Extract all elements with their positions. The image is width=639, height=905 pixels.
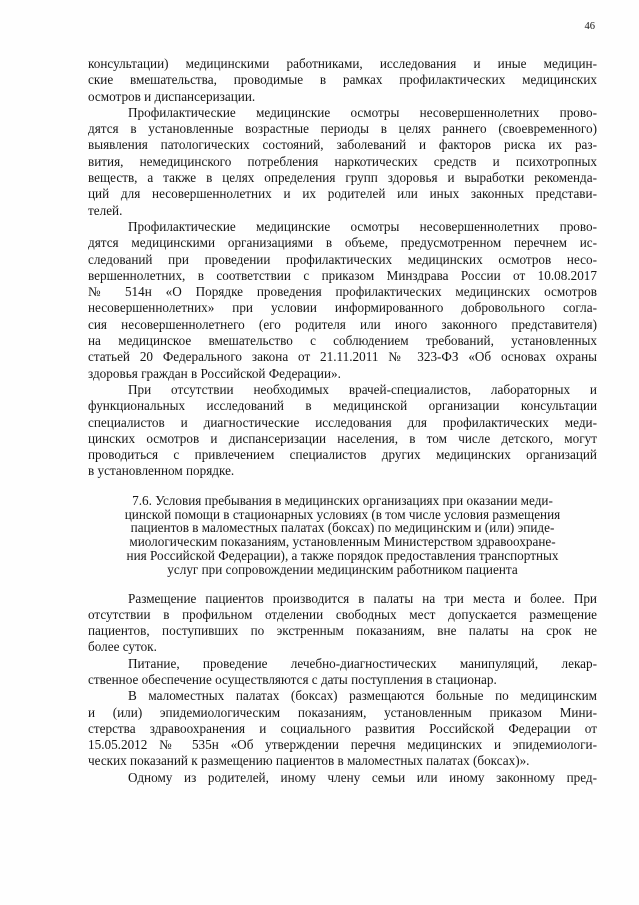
heading-line: пациентов в маломестных палатах (боксах) по медицинским и (или) эпиде-	[130, 520, 555, 536]
text-line: осмотров и диспансеризации.	[88, 88, 256, 104]
text-line: несовершеннолетних» при условии информированного добровольного согла-	[88, 300, 597, 316]
paragraph	[88, 770, 597, 786]
text-line: функциональных исследований в медицинской организации консультации	[88, 398, 597, 414]
text-line: следований при проведении профилактических медицинских осмотров несо-	[88, 251, 597, 267]
text-line: статьей 20 Федерального закона от 21.11.2011 № 323-ФЗ «Об основах охраны	[88, 349, 597, 365]
text-line: Одному из родителей, иному члену семьи или иному законному пред-	[128, 769, 597, 785]
text-line: 15.05.2012 № 535н «Об утверждении перечня медицинских и эпидемиологи-	[88, 737, 597, 753]
text-line: стерства здравоохранения и социального развития Российской Федерации от	[88, 720, 597, 736]
heading-line: ния Российской Федерации), а также порядок предоставления транспортных	[126, 547, 559, 563]
text-line: вершеннолетних, в соответствии с приказом Минздрава России от 10.08.2017	[88, 267, 597, 283]
heading-line: цинской помощи в стационарных условиях (в том числе условия размещения	[124, 506, 561, 522]
paragraph	[88, 591, 597, 656]
paragraph	[88, 382, 597, 480]
text-line: ческих показаний к размещению пациентов в маломестных палатах (боксах)».	[88, 753, 530, 769]
text-line: здоровья граждан в Российской Федерации».	[88, 365, 341, 381]
paragraphs-before-heading	[88, 56, 597, 480]
paragraph	[88, 105, 597, 219]
heading-line: миологическим показаниям, установленным Министерством здравоохране-	[129, 534, 556, 550]
text-line: выявления патологических состояний, заболеваний и факторов риска их раз-	[88, 137, 597, 153]
paragraphs-after-heading	[88, 591, 597, 787]
text-line: вития, немедицинского потребления наркотических средств и психотропных	[88, 153, 597, 169]
paragraph	[88, 656, 597, 689]
text-line: ций для несовершеннолетних и их родителей или иных законных представи-	[88, 186, 597, 202]
text-line: пациентов, поступивших по экстренным показаниям, вне палаты на срок не	[88, 623, 597, 639]
paragraph	[88, 219, 597, 382]
text-line: консультации) медицинскими работниками, исследования и иные медицин-	[88, 56, 597, 71]
text-line: дятся медицинскими организациями в объеме, предусмотренном перечнем ис-	[88, 235, 597, 251]
text-line: Профилактические медицинские осмотры несовершеннолетних прово-	[128, 104, 597, 120]
page-number: 46	[584, 21, 595, 32]
section-heading	[88, 494, 597, 577]
text-line: Питание, проведение лечебно-диагностических манипуляций, лекар-	[128, 655, 597, 671]
text-line: цинских осмотров и диспансеризации населения, в том числе детского, могут	[88, 430, 597, 446]
text-line: ские вмешательства, проводимые в рамках профилактических медицинских	[88, 72, 597, 88]
text-line: Размещение пациентов производится в палаты на три места и более. При	[128, 590, 597, 606]
text-line: дятся в установленные возрастные периоды в целях раннего (своевременного)	[88, 121, 597, 137]
text-line: в установленном порядке.	[88, 463, 235, 479]
heading-line: услуг при сопровождении медицинским работником пациента	[167, 561, 518, 577]
paragraph	[88, 56, 597, 105]
text-line: ственное обеспечение осуществляются с даты поступления в стационар.	[88, 671, 497, 687]
text-line: При отсутствии необходимых врачей-специалистов, лабораторных и	[128, 381, 597, 397]
text-line: более суток.	[88, 639, 157, 655]
text-line: отсутствии в профильном отделении свободных мест допускается размещение	[88, 606, 597, 622]
text-line: проводиться с привлечением специалистов других медицинских организаций	[88, 447, 597, 463]
text-line: и (или) эпидемиологическим показаниям, установленным приказом Мини-	[88, 704, 597, 720]
paragraph	[88, 688, 597, 769]
text-line: Профилактические медицинские осмотры несовершеннолетних прово-	[128, 218, 597, 234]
document-body	[88, 56, 597, 786]
text-line: № 514н «О Порядке проведения профилактических медицинских осмотров	[88, 284, 597, 300]
text-line: веществ, а также в целях определения групп здоровья и выработки рекоменда-	[88, 170, 597, 186]
text-line: сия несовершеннолетнего (его родителя или иного законного представителя)	[88, 316, 597, 332]
heading-line: 7.6. Условия пребывания в медицинских организациях при оказании меди-	[132, 492, 553, 508]
text-line: на медицинское вмешательство с соблюдением требований, установленных	[88, 333, 597, 349]
text-line: В маломестных палатах (боксах) размещаются больные по медицинским	[128, 688, 597, 704]
text-line: телей.	[88, 202, 123, 218]
text-line: специалистов и диагностические исследования для профилактических меди-	[88, 414, 597, 430]
